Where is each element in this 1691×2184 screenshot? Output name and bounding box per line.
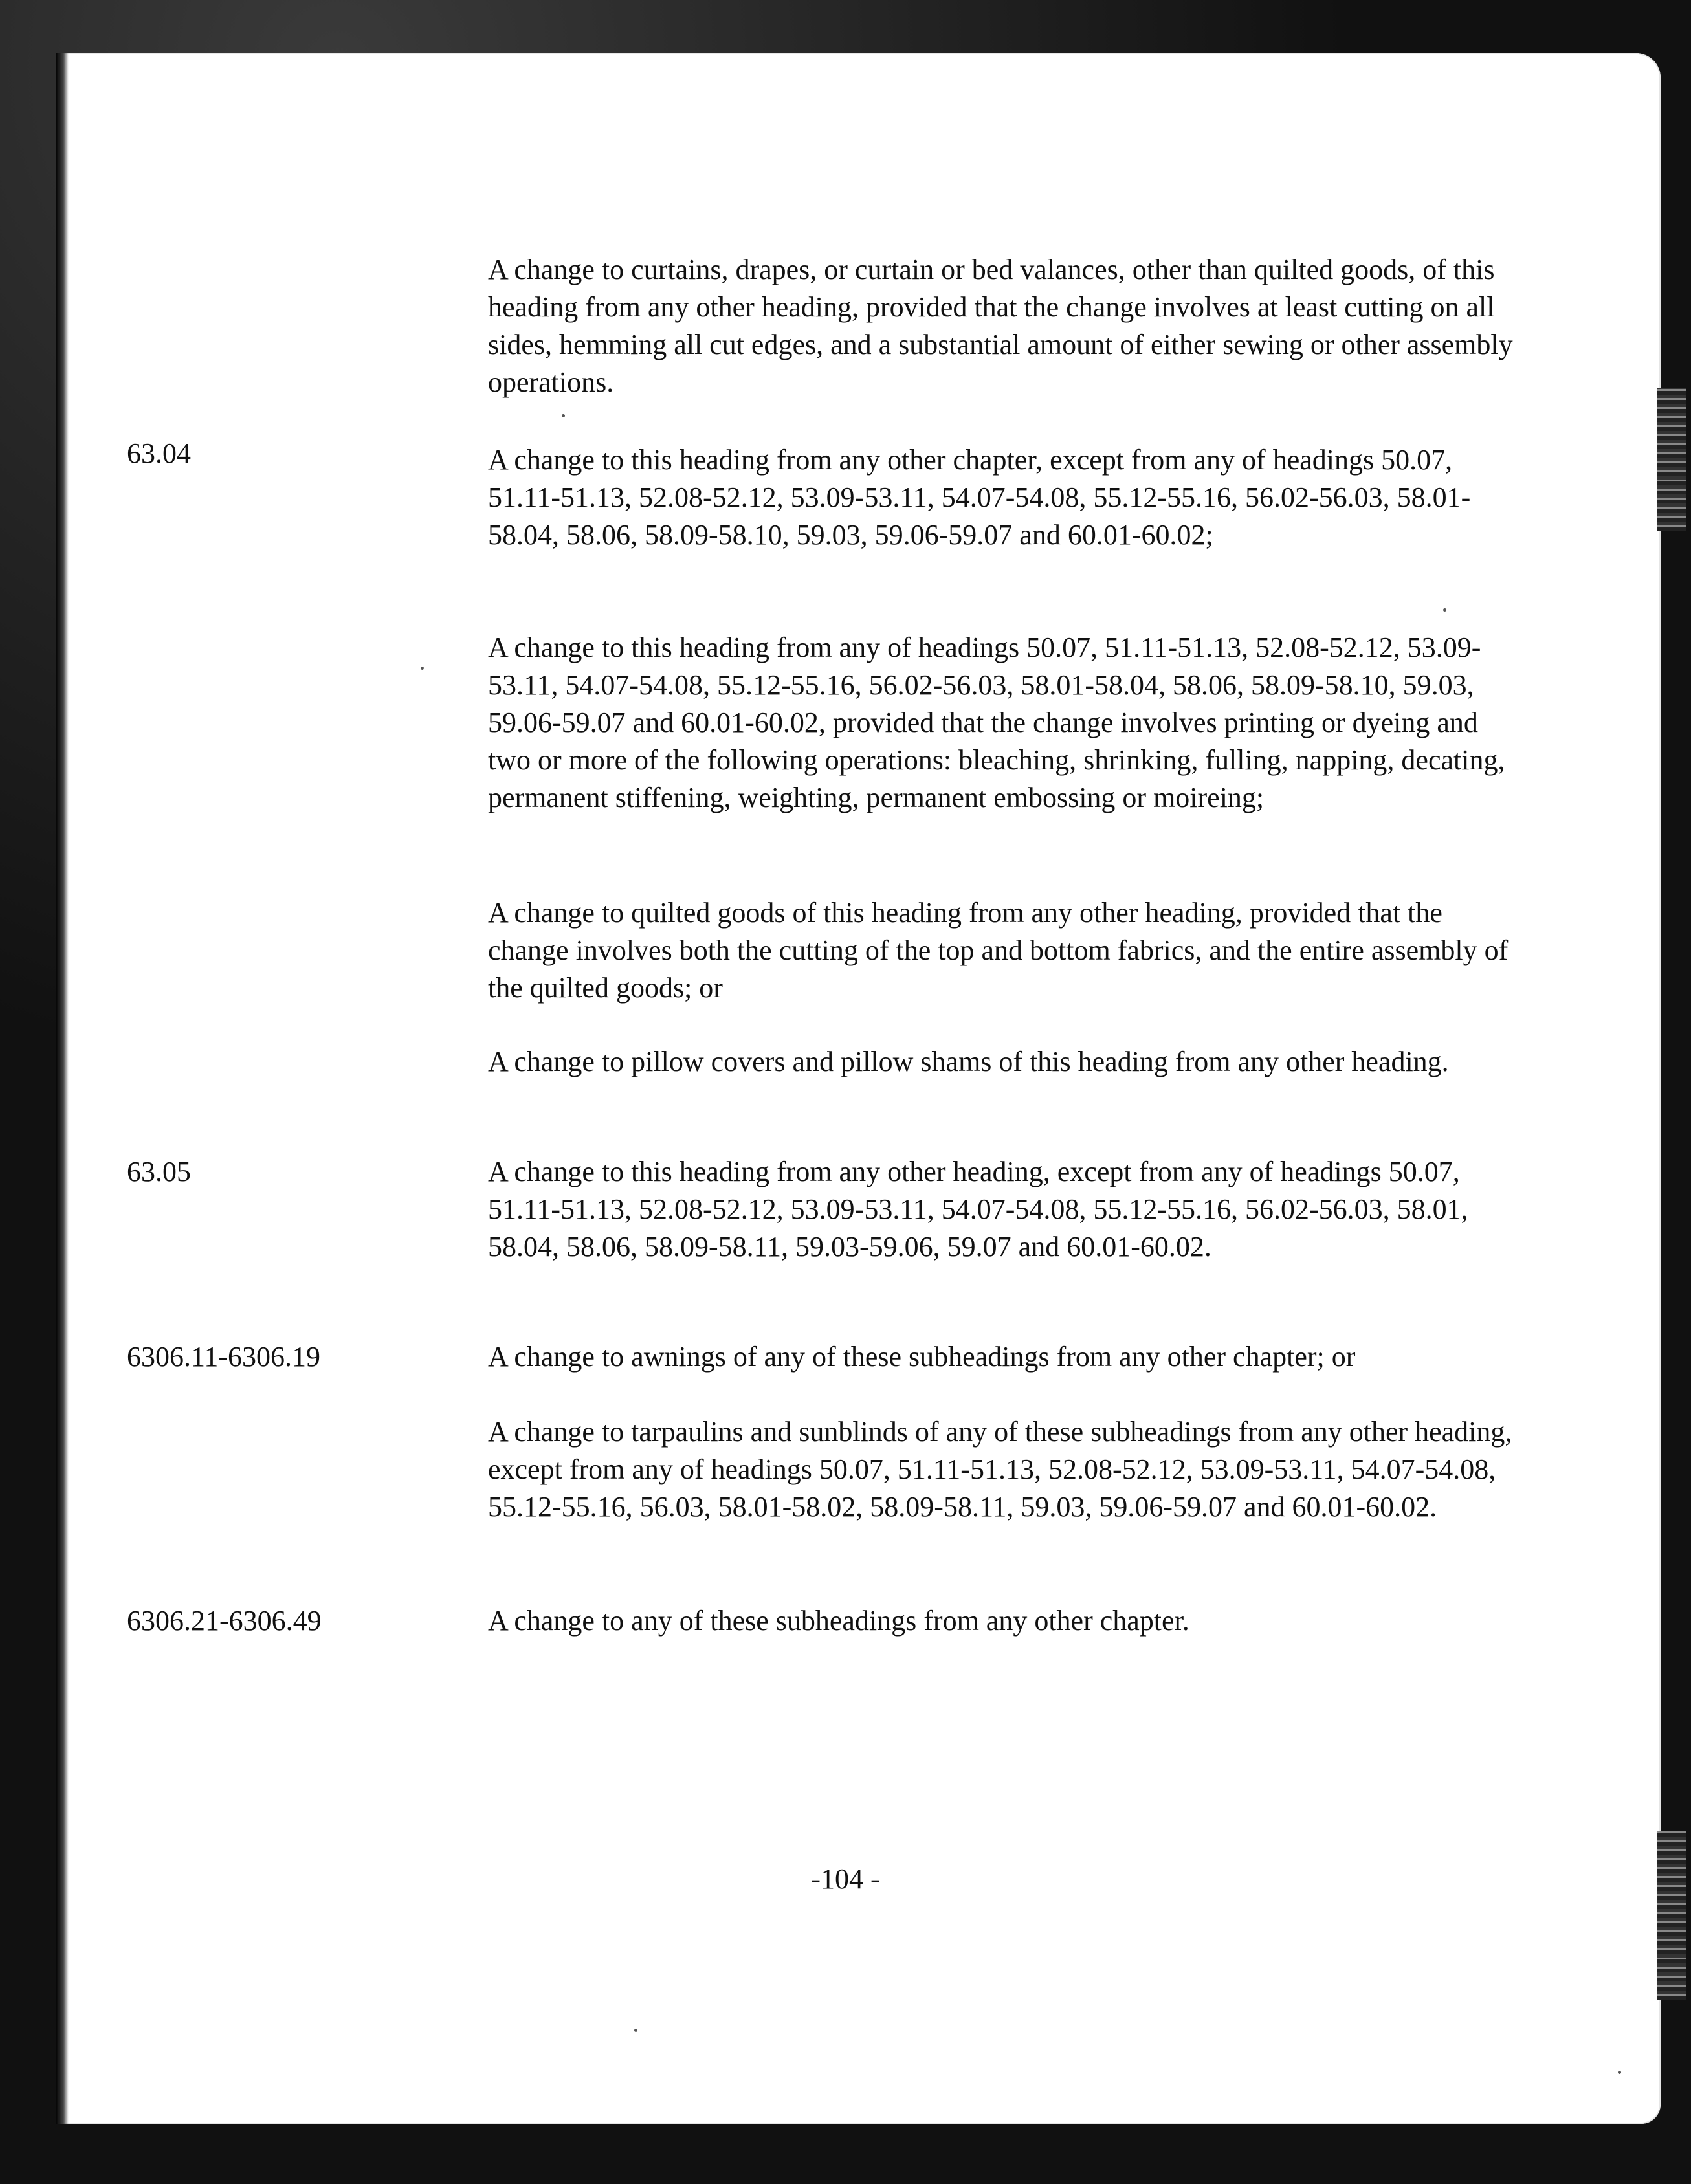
rule-paragraph: A change to this heading from any other chapter, except from any of headings 50.07, 51.11-51.13, 52.08-52.12, 53.09-53.11, 54.07-54.08, 55.12-55.16, 56.02-56.03, 58.01-58.04, 58.06, 58.09-58.10, 59.03, 59.06-59.07 and 60.01-60.02;	[488, 444, 1471, 551]
rule-paragraph: A change to curtains, drapes, or curtain or bed valances, other than quilted goods, of this heading from any other heading, provided that the change involves at least cutting on all sides, hemming all cut edges, and a substantial amount of either sewing or other assembly operations.	[488, 254, 1513, 398]
rule-paragraph: A change to quilted goods of this heading from any other heading, provided that the change involves both the cutting of the top and bottom fabrics, and the entire assembly of the quilted goods; or	[488, 897, 1509, 1004]
binding-shadow	[56, 53, 69, 2124]
scan-speck	[562, 414, 565, 417]
heading-code: 63.04	[127, 437, 191, 469]
scan-edge-mark	[1657, 1831, 1686, 2000]
rule-paragraph: A change to pillow covers and pillow shams of this heading from any other heading.	[488, 1046, 1449, 1077]
rule-paragraph: A change to this heading from any other heading, except from any of headings 50.07, 51.11-51.13, 52.08-52.12, 53.09-53.11, 54.07-54.08, 55.12-55.16, 56.02-56.03, 58.01, 58.04, 58.06, 58.09-58.11, 59.03-59.06, 59.07 and 60.01-60.02.	[488, 1156, 1468, 1263]
heading-code: 63.05	[127, 1156, 191, 1187]
scan-speck	[1618, 2071, 1621, 2074]
heading-code: 6306.11-6306.19	[127, 1341, 321, 1373]
scan-speck	[421, 667, 424, 670]
scan-speck	[1443, 608, 1446, 612]
page-number: -104 -	[811, 1863, 880, 1895]
scan-speck	[634, 2029, 637, 2032]
rule-paragraph: A change to this heading from any of headings 50.07, 51.11-51.13, 52.08-52.12, 53.09-53.11, 54.07-54.08, 55.12-55.16, 56.02-56.03, 58.01-58.04, 58.06, 58.09-58.10, 59.03, 59.06-59.07 and 60.01-60.02, provided that the change involves printing or dyeing and two or more of the following operations: bleaching, shrinking, fulling, napping, decating, permanent stiffening, weighting, permanent embossing or moireing;	[488, 632, 1505, 813]
rule-paragraph: A change to any of these subheadings from any other chapter.	[488, 1605, 1189, 1637]
heading-code: 6306.21-6306.49	[127, 1605, 322, 1637]
scan-edge-mark	[1657, 388, 1686, 531]
rule-paragraph: A change to awnings of any of these subheadings from any other chapter; or	[488, 1341, 1356, 1373]
rule-paragraph: A change to tarpaulins and sunblinds of any of these subheadings from any other heading, except from any of headings 50.07, 51.11-51.13, 52.08-52.12, 53.09-53.11, 54.07-54.08, 55.12-55.16, 56.03, 58.01-58.02, 58.09-58.11, 59.03, 59.06-59.07 and 60.01-60.02.	[488, 1416, 1512, 1523]
